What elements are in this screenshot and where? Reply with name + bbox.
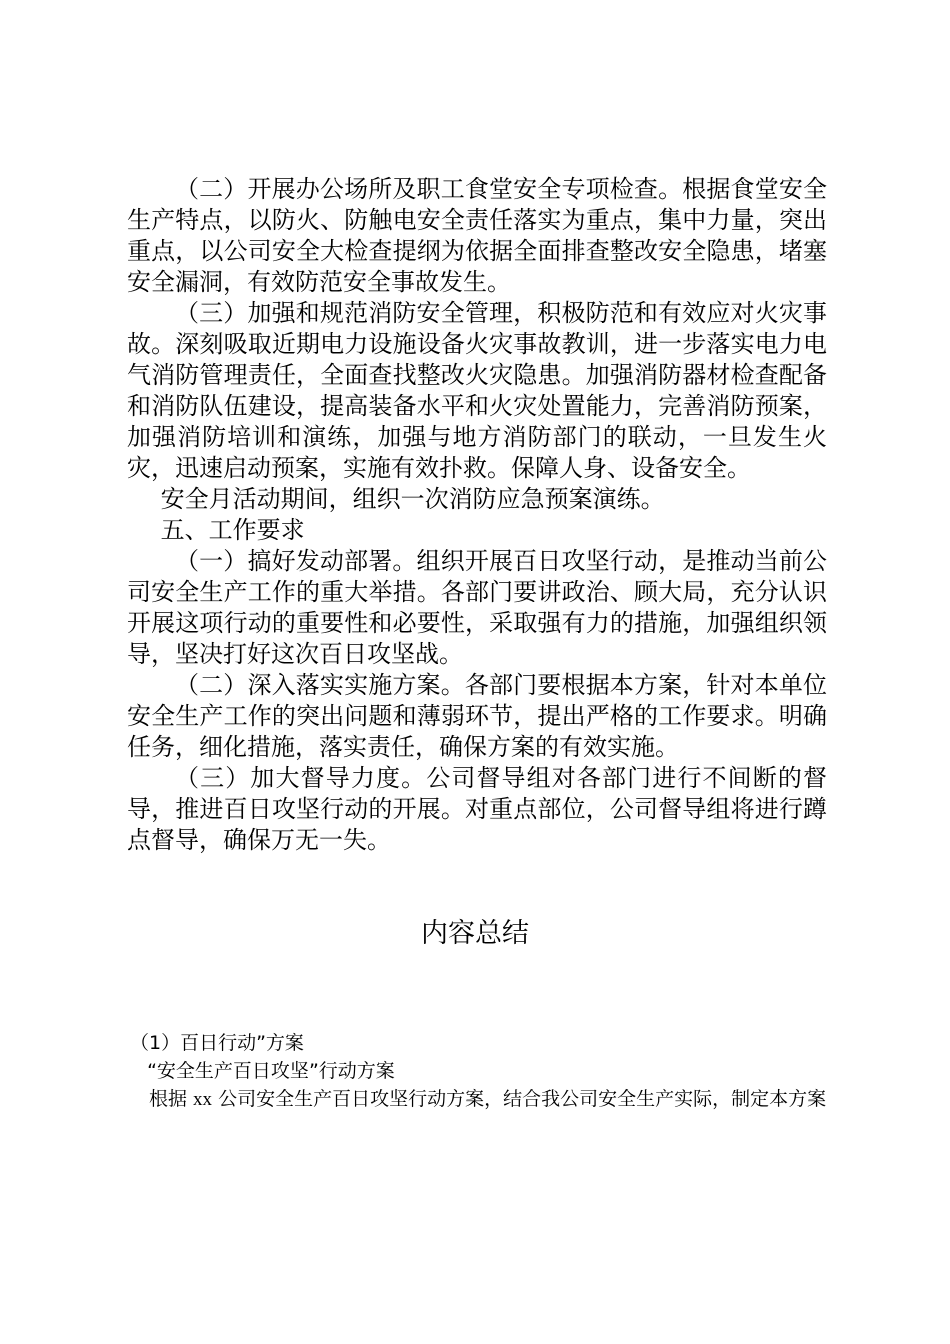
summary-line-3-pre: 根据 <box>149 1088 194 1110</box>
paragraph-fire-safety: （三）加强和规范消防安全管理，积极防范和有效应对火灾事故。深刻吸取近期电力设施设备火灾事故教训，进一步落实电力电气消防管理责任，全面查找整改火灾隐患。加强消防器材检查配备和消防队伍建设，提高装备水平和火灾处置能力，完善消防预案，加强消防培训和演练，加强与地方消防部门的联动，一旦发生火灾，迅速启动预案，实施有效扑救。保障人身、设备安全。 <box>127 299 827 482</box>
paragraph-supervision: （三）加大督导力度。公司督导组对各部门进行不间断的督导，推进百日攻坚行动的开展。对重点部位，公司督导组将进行蹲点督导，确保万无一失。 <box>127 764 827 854</box>
summary-line-3 <box>130 1085 830 1114</box>
summary-body <box>130 1029 830 1114</box>
summary-title: 内容总结 <box>421 918 529 949</box>
summary-line-2: “安全生产百日攻坚”行动方案 <box>147 1060 395 1082</box>
summary-line-3-company: xx <box>193 1089 213 1110</box>
paragraph-drill: 安全月活动期间，组织一次消防应急预案演练。 <box>160 485 665 513</box>
paragraph-mobilization: （一）搞好发动部署。组织开展百日攻坚行动，是推动当前公司安全生产工作的重大举措。各部门要讲政治、顾大局，充分认识开展这项行动的重要性和必要性，采取强有力的措施，加强组织领导，坚决打好这次百日攻坚战。 <box>127 547 827 668</box>
summary-line-1: （1）百日行动”方案 <box>130 1032 304 1054</box>
summary-line-3-post: 公司安全生产百日攻坚行动方案，结合我公司安全生产实际，制定本方案 <box>212 1088 827 1110</box>
paragraph-canteen-inspection: （二）开展办公场所及职工食堂安全专项检查。根据食堂安全生产特点，以防火、防触电安全责任落实为重点，集中力量，突出重点，以公司安全大检查提纲为依据全面排查整改安全隐患，堵塞安全漏洞，有效防范安全事故发生。 <box>127 175 827 296</box>
main-text <box>127 174 827 856</box>
section-heading-requirements: 五、工作要求 <box>160 516 305 544</box>
paragraph-implementation: （二）深入落实实施方案。各部门要根据本方案，针对本单位安全生产工作的突出问题和薄弱环节，提出严格的工作要求。明确任务，细化措施，落实责任，确保方案的有效实施。 <box>127 671 827 761</box>
